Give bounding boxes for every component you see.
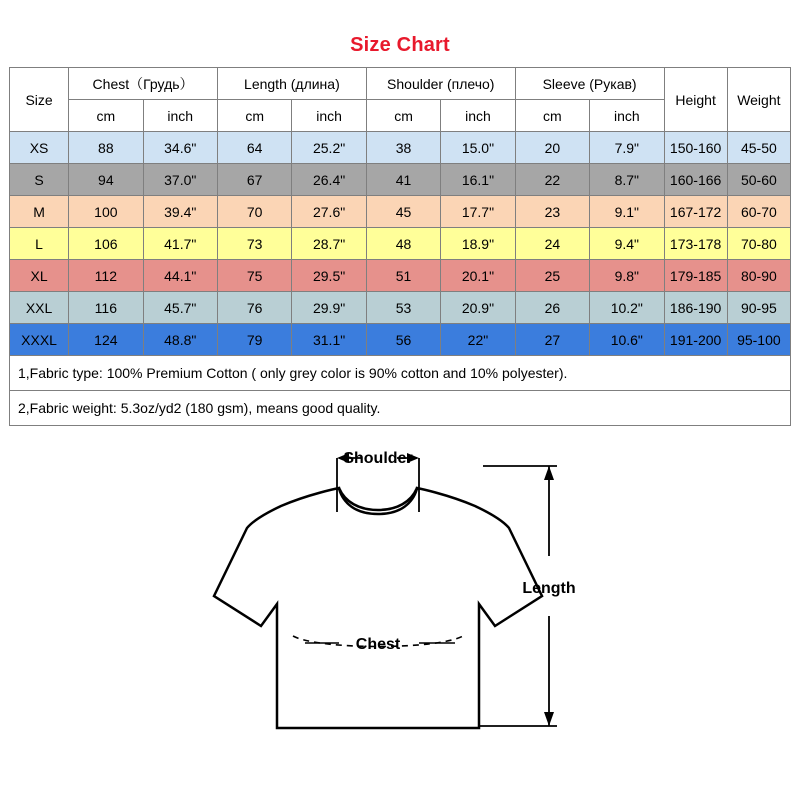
- cell-value: 56: [366, 324, 440, 356]
- table-row: [10, 292, 791, 324]
- cell-value: 15.0": [441, 132, 515, 164]
- cell-value: 48: [366, 228, 440, 260]
- cell-value: 76: [217, 292, 291, 324]
- cell-value: 26.4": [292, 164, 366, 196]
- cell-value: 179-185: [664, 260, 727, 292]
- cell-value: 64: [217, 132, 291, 164]
- cell-value: 25: [515, 260, 589, 292]
- header-weight: Weight: [727, 68, 790, 132]
- unit-chest-cm: cm: [69, 100, 143, 132]
- cell-value: 20.1": [441, 260, 515, 292]
- cell-value: 17.7": [441, 196, 515, 228]
- cell-value: 16.1": [441, 164, 515, 196]
- cell-value: 28.7": [292, 228, 366, 260]
- cell-value: 27: [515, 324, 589, 356]
- cell-value: 79: [217, 324, 291, 356]
- table-row: [10, 164, 791, 196]
- cell-value: 106: [69, 228, 143, 260]
- cell-value: 25.2": [292, 132, 366, 164]
- cell-value: 9.4": [590, 228, 664, 260]
- header-height: Height: [664, 68, 727, 132]
- cell-value: 95-100: [727, 324, 790, 356]
- cell-value: 9.8": [590, 260, 664, 292]
- unit-sleeve-cm: cm: [515, 100, 589, 132]
- table-row: [10, 196, 791, 228]
- cell-value: 100: [69, 196, 143, 228]
- size-chart-table: [9, 67, 791, 356]
- cell-value: 45: [366, 196, 440, 228]
- header-sleeve: Sleeve (Рукав): [515, 68, 664, 100]
- cell-value: 191-200: [664, 324, 727, 356]
- unit-shoulder-inch: inch: [441, 100, 515, 132]
- cell-size: S: [10, 164, 69, 196]
- cell-value: 51: [366, 260, 440, 292]
- cell-value: 94: [69, 164, 143, 196]
- cell-value: 10.6": [590, 324, 664, 356]
- cell-value: 41.7": [143, 228, 217, 260]
- cell-value: 20.9": [441, 292, 515, 324]
- cell-value: 70: [217, 196, 291, 228]
- cell-value: 90-95: [727, 292, 790, 324]
- unit-shoulder-cm: cm: [366, 100, 440, 132]
- cell-value: 9.1": [590, 196, 664, 228]
- note-fabric-type: 1,Fabric type: 100% Premium Cotton ( only grey color is 90% cotton and 10% polyester).: [10, 356, 790, 391]
- cell-value: 26: [515, 292, 589, 324]
- unit-length-cm: cm: [217, 100, 291, 132]
- table-group-header-row: [10, 68, 791, 100]
- cell-value: 173-178: [664, 228, 727, 260]
- cell-value: 44.1": [143, 260, 217, 292]
- cell-value: 29.9": [292, 292, 366, 324]
- cell-value: 7.9": [590, 132, 664, 164]
- cell-value: 34.6": [143, 132, 217, 164]
- cell-value: 150-160: [664, 132, 727, 164]
- cell-size: L: [10, 228, 69, 260]
- cell-value: 22": [441, 324, 515, 356]
- cell-value: 70-80: [727, 228, 790, 260]
- cell-value: 48.8": [143, 324, 217, 356]
- cell-value: 45.7": [143, 292, 217, 324]
- note-fabric-weight: 2,Fabric weight: 5.3oz/yd2 (180 gsm), means good quality.: [18, 400, 381, 416]
- table-row: [10, 260, 791, 292]
- cell-value: 160-166: [664, 164, 727, 196]
- header-shoulder: Shoulder (плечо): [366, 68, 515, 100]
- cell-size: XS: [10, 132, 69, 164]
- page-title: Size Chart: [350, 34, 450, 56]
- cell-value: 27.6": [292, 196, 366, 228]
- cell-value: 23: [515, 196, 589, 228]
- tshirt-diagram: [9, 436, 791, 756]
- unit-length-inch: inch: [292, 100, 366, 132]
- cell-value: 22: [515, 164, 589, 196]
- cell-value: 112: [69, 260, 143, 292]
- cell-value: 8.7": [590, 164, 664, 196]
- header-chest: Chest（Грудь）: [69, 68, 218, 100]
- cell-value: 37.0": [143, 164, 217, 196]
- table-body: [10, 132, 791, 356]
- unit-chest-inch: inch: [143, 100, 217, 132]
- cell-value: 24: [515, 228, 589, 260]
- cell-value: 41: [366, 164, 440, 196]
- header-length: Length (длина): [217, 68, 366, 100]
- cell-value: 50-60: [727, 164, 790, 196]
- chest-label: Chest: [355, 636, 401, 653]
- cell-value: 73: [217, 228, 291, 260]
- cell-value: 116: [69, 292, 143, 324]
- cell-value: 75: [217, 260, 291, 292]
- table-row: [10, 132, 791, 164]
- cell-value: 18.9": [441, 228, 515, 260]
- table-row: [10, 324, 791, 356]
- cell-value: 31.1": [292, 324, 366, 356]
- cell-value: 167-172: [664, 196, 727, 228]
- table-row: [10, 228, 791, 260]
- cell-value: 88: [69, 132, 143, 164]
- cell-value: 38: [366, 132, 440, 164]
- shoulder-label: Shoulder: [343, 450, 413, 467]
- cell-value: 45-50: [727, 132, 790, 164]
- cell-value: 80-90: [727, 260, 790, 292]
- length-label: Length: [522, 580, 576, 597]
- cell-size: M: [10, 196, 69, 228]
- cell-value: 20: [515, 132, 589, 164]
- cell-value: 39.4": [143, 196, 217, 228]
- cell-value: 124: [69, 324, 143, 356]
- cell-value: 67: [217, 164, 291, 196]
- cell-size: XL: [10, 260, 69, 292]
- unit-sleeve-inch: inch: [590, 100, 664, 132]
- cell-value: 29.5": [292, 260, 366, 292]
- cell-size: XXL: [10, 292, 69, 324]
- notes-block: [9, 356, 791, 426]
- tshirt-outline: [214, 488, 542, 728]
- cell-value: 60-70: [727, 196, 790, 228]
- cell-value: 10.2": [590, 292, 664, 324]
- cell-size: XXXL: [10, 324, 69, 356]
- cell-value: 53: [366, 292, 440, 324]
- header-size: Size: [10, 68, 69, 132]
- cell-value: 186-190: [664, 292, 727, 324]
